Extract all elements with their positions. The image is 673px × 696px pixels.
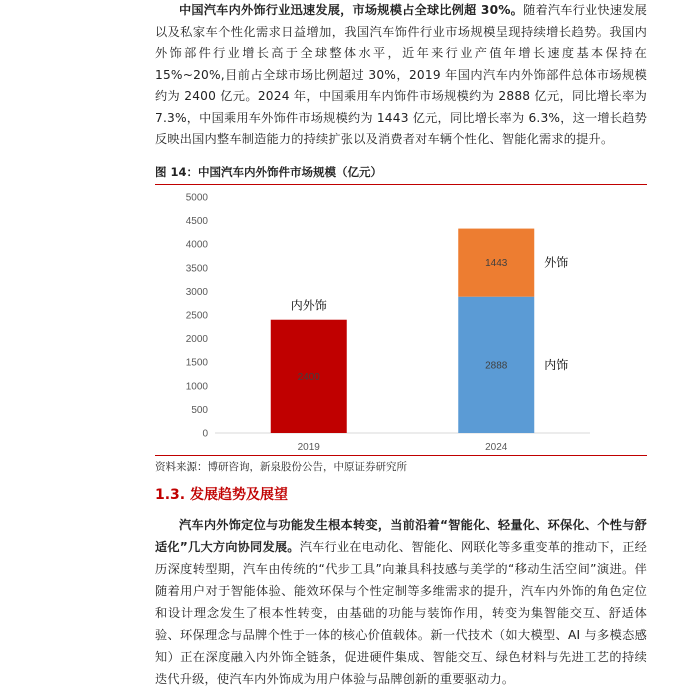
- y-tick-label: 2000: [185, 334, 208, 346]
- y-tick-label: 3500: [185, 263, 208, 275]
- annotation-label: 内外饰: [290, 298, 327, 313]
- trend-body: 汽车行业在电动化、智能化、网联化等多重变革的推动下，正经历深度转型期，汽车由传统的“代步工具”向兼具科技感与美学的“移动生活空间”演进。伴随着用户对于智能体验、能效环保与个性定制等多维需求的提升，汽车内外饰的角色定位和设计理念发生了根本性转变，由基础的功能与装饰作用，转变为集智能交互、舒适体验、环保理念与品牌个性于一体的核心价值载体。新一代技术（如大模型、AI 与多模态感知）正在深度融入内外饰全链条，促进硬件集成、智能交互、绿色材料与先进工艺的持续迭代升级，使汽车内外饰成为用户体验与品牌创新的重要驱动力。: [155, 540, 647, 686]
- market-size-chart: [150, 186, 650, 454]
- bar-value-label: 2888: [485, 360, 508, 372]
- bar-value-label: 2400: [297, 371, 320, 383]
- trend-lead: 汽车内外饰定位与功能发生根本转变，当前沿着“智能化、轻量化、环保化、个性与舒适化”几大方向协同发展。: [155, 518, 647, 554]
- y-tick-label: 1000: [185, 381, 208, 393]
- y-axis: [186, 193, 209, 440]
- intro-paragraph: [155, 0, 647, 151]
- figure-source: 资料来源：博研咨询，新泉股份公告，中原证券研究所: [155, 455, 647, 474]
- x-tick-label: 2024: [485, 442, 508, 453]
- y-tick-label: 4500: [185, 216, 208, 228]
- section-heading: 1.3. 发展趋势及展望: [155, 487, 288, 503]
- y-tick-label: 500: [191, 404, 208, 416]
- y-tick-label: 4000: [185, 239, 208, 251]
- bars: [271, 229, 535, 433]
- intro-lead: 中国汽车内外饰行业迅速发展，市场规模占全球比例超 30%。: [179, 3, 524, 17]
- trend-paragraph: [155, 514, 647, 690]
- annotation-label: 外饰: [544, 255, 569, 270]
- x-axis: [298, 442, 508, 453]
- y-tick-label: 2500: [185, 310, 208, 322]
- y-tick-label: 5000: [185, 192, 208, 204]
- annotation-label: 内饰: [544, 357, 569, 372]
- intro-body: 随着汽车行业快速发展以及私家车个性化需求日益增加，我国汽车饰件行业市场规模呈现持续增长趋势。我国内外饰部件行业增长高于全球整体水平，近年来行业产值年增长速度基本保持在 15%~20%,目前占全球市场比例超过 30%，2019 年国内汽车内外饰部件总体市场规模约为 2400 亿元。2024 年，中国乘用车内饰件市场规模约为 2888 亿元，同比增长率为 7.3%，中国乘用车外饰件市场规模约为 1443 亿元，同比增长率为 6.3%，这一增长趋势反映出国内整车制造能力的持续扩张以及消费者对车辆个性化、智能化需求的提升。: [155, 3, 648, 146]
- y-tick-label: 0: [202, 428, 208, 440]
- figure-title: 图 14：中国汽车内外饰件市场规模（亿元）: [155, 164, 647, 185]
- x-tick-label: 2019: [297, 442, 320, 453]
- y-tick-label: 1500: [185, 357, 208, 369]
- bar-value-label: 1443: [485, 258, 508, 270]
- y-tick-label: 3000: [185, 286, 208, 298]
